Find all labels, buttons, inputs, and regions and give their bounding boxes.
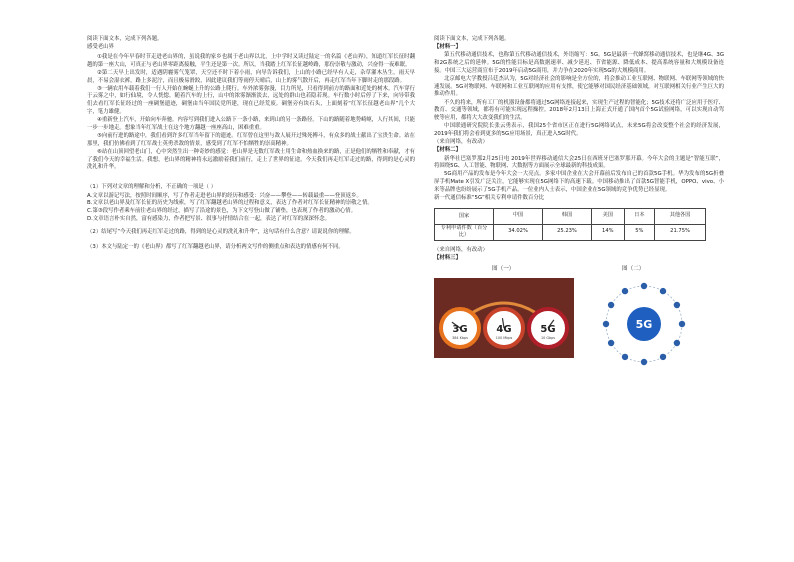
material-3-title: 【材料三】: [434, 254, 461, 261]
paragraph: ②第二天早上出发时，适遇阴霾雾气笼罩，天空还不时下着小雨，向导告诉我们，上山的小路已经早有人走，杂草灌木丛生，雨天早晨，不易会湿衣裤，路上多泥泞，而且极易滑跤，因此建议我们等雨停天晴后，山上的雾气散开后，再走红军当年下脚时走的那段路。: [87, 69, 415, 84]
table-caption: 新一代通信标准“5G”相关专利申请件数百分比: [434, 195, 545, 202]
table-header-cell: 日本: [624, 208, 654, 224]
gauge-speed: 100 Mbps: [495, 335, 513, 340]
table-cell: 5%: [624, 224, 654, 240]
gauge-speed: 10 Gbps: [540, 335, 556, 340]
device-icon: [641, 358, 647, 364]
device-icon: [622, 353, 628, 359]
material-2-title: 【材料二】: [434, 147, 461, 154]
device-icon: [603, 320, 609, 326]
paragraph: 中国联通研究院院长张云勇表示，我国25个省市区正在进行5G网络试点，未来5G将会改变整个社会的经济发展，2019年我们将会看到更多的5G应用场景，真正进入5G时代。: [434, 123, 724, 137]
table-cell: 25.23%: [542, 224, 591, 240]
option-item: B.文章以老山界及红军长征的历史为线索，写了红军翻越老山界的过程和意义，表达了作者对红军长征精神的崇敬之情。: [87, 200, 373, 207]
paragraph: ⑥站在山顶回望老山门，心中突然生出一种奇妙的感觉：老山界是无数红军战士用生命和热血换来的路，正是他们的牺牲和奉献，才有了我们今天的幸福生活。我想，老山界的精神将永远激励着我们前行，走上了世界的征途。今天我们再走红军走过的路，得到的是心灵的洗礼和升华。: [87, 148, 415, 171]
essay-body: [87, 54, 415, 172]
essay-title: 感受老山界: [87, 44, 114, 51]
paragraph: 新华社巴塞罗那2月25日电 2019年世界移动通信大会25日在西班牙巴塞罗那开幕。今年大会的主题是“智能互联”，将围绕5G、人工智能、物联网、大数据等方面展示全球最新的科技成果。: [434, 155, 724, 170]
gauge-label: 4G: [496, 323, 512, 335]
right-column: [434, 36, 724, 366]
speed-gauges-figure: [434, 278, 574, 358]
device-icon: [608, 301, 614, 307]
table-header-cell: 其他各国: [655, 208, 706, 224]
device-icon: [622, 288, 628, 294]
table-header-row: [435, 208, 706, 224]
instruction-right: 阅读下面文本，完成下列各题。: [434, 36, 510, 42]
table-cell: 21.75%: [655, 224, 706, 240]
device-icon: [608, 339, 614, 345]
figure-2-caption: 图（二）: [622, 265, 645, 272]
device-icon: [641, 282, 647, 288]
figure-1-caption: 图（一）: [492, 265, 515, 272]
question-2: （2）结尾写“今天我们再走红军走过的路，得到的是心灵的洗礼和升华”，这句话有什么含意？请说说你的理解。: [87, 229, 355, 236]
figures: [434, 266, 724, 366]
5g-network-figure: [594, 276, 694, 366]
table-row-label: 专利申请件数（百分比）: [435, 224, 494, 240]
material-1-source: （来自网络，有改动）: [434, 139, 488, 146]
material-2-body: [434, 156, 724, 195]
gauge-speed: 384 Kbps: [452, 335, 468, 340]
table-cell: 34.02%: [494, 224, 543, 240]
hub-label: 5G: [635, 317, 653, 331]
table-header-cell: 中国: [494, 208, 543, 224]
paragraph: 北京邮电大学教授吕廷杰认为，5G对经济社会的影响是全方位的，将会推动工业互联网、物联网、车联网等领域的快速发展。5G对物联网、车联网和工业互联网的应用有支撑，使它能够对国民经济基础领域，对互联网相关行业产生巨大的推动作用。: [434, 76, 724, 98]
instruction-left: 阅读下面文本，完成下列各题。: [87, 36, 163, 42]
material-2-source: （来自网络，有改动）: [434, 246, 488, 253]
device-icon: [679, 320, 685, 326]
table-cell: 14%: [591, 224, 624, 240]
table-header-cell: 国家: [435, 208, 494, 224]
question-1-stem: （1）下列对文章的理解和分析，不正确的一项是（ ）: [87, 184, 217, 191]
paragraph: 第五代移动通信技术，也称第五代移动通信技术，外语缩写：5G。5G是最新一代蜂窝移动通信技术，也是继4G、3G和2G系统之后的延伸。5G的性能目标是高数据速率、减少延迟、节省能源、降低成本、提高系统容量和大规模设备连接。中国三大运营商宣布于2019年启动5G商用，并力争在2020年实现5G的大规模商用。: [434, 52, 724, 74]
option-item: D.文章语言朴实自然，富有感染力，作者把写景、叙事与抒情结合在一起，表达了对红军的深深怀念。: [87, 215, 331, 222]
patent-table: [434, 208, 706, 241]
paragraph: ⑤向前行进的路途中，我们看到许多红军当年留下的遗迹。红军曾在这里与敌人展开过殊死搏斗，有众多的战士献出了宝贵生命。站在那里，我们仿佛看到了红军战士英勇杀敌的情景，感受到了红军不怕牺牲的崇高精神。: [87, 132, 415, 147]
material-1-body: [434, 52, 724, 138]
device-icon: [660, 353, 666, 359]
option-item: C.第③段写作者乘车前往老山界的经过，描写了沿途的景色，为下文写登山做了铺垫，也表现了作者的激动心情。: [87, 208, 357, 215]
material-1-title: 【材料一】: [434, 44, 461, 51]
table-header-cell: 韩国: [542, 208, 591, 224]
question-1-options: [87, 193, 415, 224]
paragraph: 5G商用产品的发布是今年大会一大亮点。多家中国企业在大会开幕前后发布自己的首款5G手机。华为发布的5G折叠屏手机Mate X引发广泛关注，它能够实现在5G网络下的高速下载。中国移动推出了首款5G智能手机，OPPO、vivo、小米等品牌也纷纷展示了5G手机产品。一位业内人士表示，中国企业在5G领域的竞争优势已经显现。: [434, 171, 724, 193]
device-icon: [674, 339, 680, 345]
paragraph: ④重新登上汽车，开始向车奔驰。内容写到我们进入公路下一条小路，来到山的另一条路径。下山的路随着地势崎岖，人行其间，只能一步一步地走。想象当年红军战士在这个地方翻越一座座高山，困难重重。: [87, 117, 415, 131]
left-column: [87, 36, 415, 252]
table-header-cell: 美国: [591, 208, 624, 224]
gauge-label: 5G: [540, 323, 556, 335]
device-icon: [674, 301, 680, 307]
paragraph: 不久的将来，所有工厂的机器设备都将通过5G网络连接起来，实现生产过程的智能化；5G技术还将广泛应用于医疗、教育、交通等领域，都将有可能实现远程操控。2018年2月13日上海正式开通了国内首个5G试验网络，可以实现自动驾驶等应用，都将大大改变我们的生活。: [434, 99, 724, 122]
option-item: A.文章以游记写法，按照时间顺序，写了作者走进老山界的经历和感受：兴奋——攀登——转载最重——登顶返乡。: [87, 192, 362, 199]
paragraph: ①我是在今年早春时节走进老山界的，虽说我的家乡也属于老山界以北，上中学时又读过陆定一的名篇《老山界》，知道红军长征时翻越的第一座大山，可真正与老山界零距离接触，平生还是第一次。所以，当我踏上红军长征越岭路，那份崇敬与激动，兴奋得一夜难眠。: [87, 53, 415, 68]
table-row: [435, 224, 706, 240]
question-3: （3）本文与陆定一的《老山界》都写了红军翻越老山界，请分析两文写作的侧重点和表达的情感有何不同。: [87, 243, 344, 250]
device-icon: [660, 288, 666, 294]
gauge-label: 3G: [452, 323, 468, 335]
paragraph: ③一辆农用车载着我们一行人开始在蜿蜒上升的公路上爬行。车外浓雾弥漫，目力所见，只看得到前方的路面和近处的树木。汽车穿行于云雾之中，如行仙境，令人恍惚。随着汽车的上行，山中的浓雾渐渐淡去，远处的群山也若隐若现。车行数小时后停了下来，向导带我们去看红军长征经过的一座碉堡遗迹，碉堡由当年国民党所建，现在已经荒废。碉堡旁有块石头，上面刻着“红军长征越老山界”几个大字，笔力雄健。: [87, 85, 415, 115]
